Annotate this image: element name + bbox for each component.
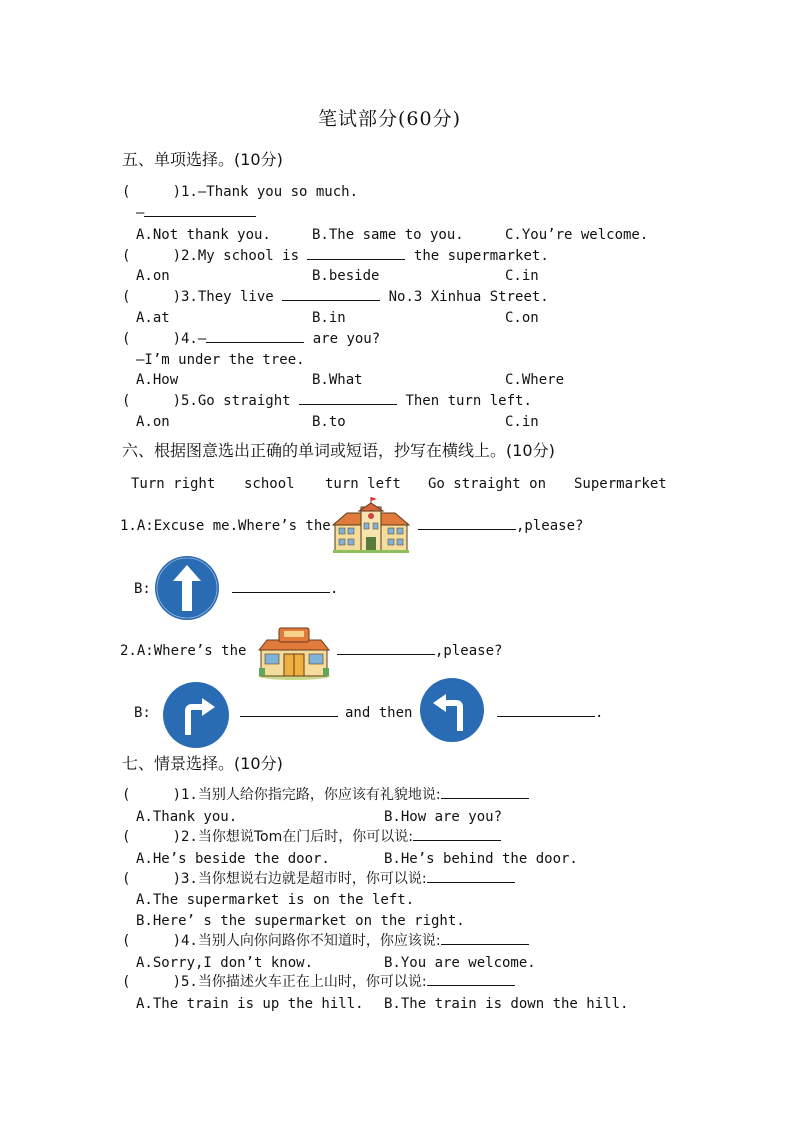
s7-q2-stem-line: ( )2.当你想说Tom在门后时，你可以说: — [122, 830, 501, 844]
word-bank-turn-left: turn left — [325, 476, 401, 492]
s5-q5-option-b[interactable]: B.to — [312, 414, 346, 430]
s7-q1-stem-line: ( )1.当别人给你指完路，你应该有礼貌地说: — [122, 788, 529, 802]
s7-q4-option-b[interactable]: B.You are welcome. — [384, 955, 536, 971]
s5-q2-option-c[interactable]: C.in — [505, 268, 539, 284]
s7-q4-stem-line: ( )4.当别人向你问路你不知道时，你应该说: — [122, 934, 529, 948]
answer-blank[interactable] — [299, 404, 397, 405]
s6-q2-a-answer-line: ,please? — [337, 644, 502, 658]
section5-heading: 五、单项选择。(10分) — [122, 150, 283, 169]
s7-q3-option-a[interactable]: A.The supermarket is on the left. — [136, 892, 415, 908]
answer-blank[interactable] — [282, 300, 380, 301]
word-bank-school: school — [244, 476, 295, 492]
turn-right-sign-icon — [162, 681, 230, 749]
s5-q1-reply-line: — — [136, 206, 256, 220]
s5-q4-stem-line: ( )4.— are you? — [122, 331, 381, 347]
s5-q3-stem-line: ( )3.They live No.3 Xinhua Street. — [122, 289, 549, 305]
section7-heading: 七、情景选择。(10分) — [122, 754, 283, 773]
turn-left-sign-icon — [419, 677, 485, 743]
page-title: 笔试部分(60分) — [318, 108, 462, 130]
s5-q4-reply: —I’m under the tree. — [136, 352, 305, 368]
s7-q4-option-a[interactable]: A.Sorry,I don’t know. — [136, 955, 314, 971]
s6-q1-a-prefix: 1.A:Excuse me.Where’s the — [120, 518, 331, 534]
answer-blank[interactable] — [307, 259, 405, 260]
word-bank-turn-right: Turn right — [131, 476, 216, 492]
s5-q5-option-c[interactable]: C.in — [505, 414, 539, 430]
school-building-icon — [333, 503, 409, 553]
s6-q1-a-answer-line: ,please? — [418, 519, 583, 533]
answer-blank[interactable] — [144, 216, 256, 217]
s7-q1-option-a[interactable]: A.Thank you. — [136, 809, 238, 825]
answer-blank[interactable] — [206, 342, 304, 343]
supermarket-building-icon — [257, 624, 331, 680]
s5-q5-option-a[interactable]: A.on — [136, 414, 170, 430]
s5-q5-stem-line: ( )5.Go straight Then turn left. — [122, 393, 532, 409]
s7-q3-option-b[interactable]: B.Here’ s the supermarket on the right. — [136, 913, 465, 929]
go-straight-sign-icon — [154, 555, 220, 621]
s5-q1-option-c[interactable]: C.You’re welcome. — [505, 227, 649, 243]
s5-q4-option-c[interactable]: C.Where — [505, 372, 565, 388]
s5-q2-option-a[interactable]: A.on — [136, 268, 170, 284]
answer-blank[interactable] — [427, 985, 515, 986]
s7-q5-stem-line: ( )5.当你描述火车正在上山时，你可以说: — [122, 975, 515, 989]
answer-blank[interactable] — [418, 529, 516, 530]
s6-q2-b-blank-1 — [240, 706, 338, 720]
answer-blank[interactable] — [427, 882, 515, 883]
s5-q2-option-b[interactable]: B.beside — [312, 268, 380, 284]
s7-q2-option-b[interactable]: B.He’s behind the door. — [384, 851, 578, 867]
s5-q3-option-b[interactable]: B.in — [312, 310, 346, 326]
answer-blank[interactable] — [441, 944, 529, 945]
word-bank-supermarket: Supermarket — [574, 476, 667, 492]
s5-q4-option-b[interactable]: B.What — [312, 372, 363, 388]
s7-q3-stem-line: ( )3.当你想说右边就是超市时，你可以说: — [122, 872, 515, 886]
word-bank-go-straight-on: Go straight on — [428, 476, 547, 492]
s5-q4-option-a[interactable]: A.How — [136, 372, 179, 388]
answer-blank[interactable] — [232, 592, 330, 593]
answer-blank[interactable] — [497, 716, 595, 717]
s7-q5-option-a[interactable]: A.The train is up the hill. — [136, 996, 364, 1012]
s6-q2-b-label: B: — [134, 705, 151, 721]
s5-q3-option-c[interactable]: C.on — [505, 310, 539, 326]
s5-q1-option-a[interactable]: A.Not thank you. — [136, 227, 271, 243]
s6-q2-a-prefix: 2.A:Where’s the — [120, 643, 247, 659]
s6-q2-b-blank-2: . — [497, 706, 603, 720]
s7-q5-option-b[interactable]: B.The train is down the hill. — [384, 996, 629, 1012]
s6-q1-b-answer-line: . — [232, 582, 338, 596]
s5-q1-stem-line: ( )1.—Thank you so much. — [122, 184, 359, 200]
answer-blank[interactable] — [413, 840, 501, 841]
answer-blank[interactable] — [337, 654, 435, 655]
s7-q1-option-b[interactable]: B.How are you? — [384, 809, 503, 825]
s5-q3-option-a[interactable]: A.at — [136, 310, 170, 326]
section6-heading: 六、根据图意选出正确的单词或短语，抄写在横线上。(10分) — [122, 441, 555, 460]
s5-q1-option-b[interactable]: B.The same to you. — [312, 227, 464, 243]
s7-q2-option-a[interactable]: A.He’s beside the door. — [136, 851, 330, 867]
s6-q1-b-label: B: — [134, 581, 151, 597]
answer-blank[interactable] — [441, 798, 529, 799]
answer-blank[interactable] — [240, 716, 338, 717]
s5-q2-stem-line: ( )2.My school is the supermarket. — [122, 248, 549, 264]
s6-q2-b-and-then: and then — [345, 705, 413, 721]
